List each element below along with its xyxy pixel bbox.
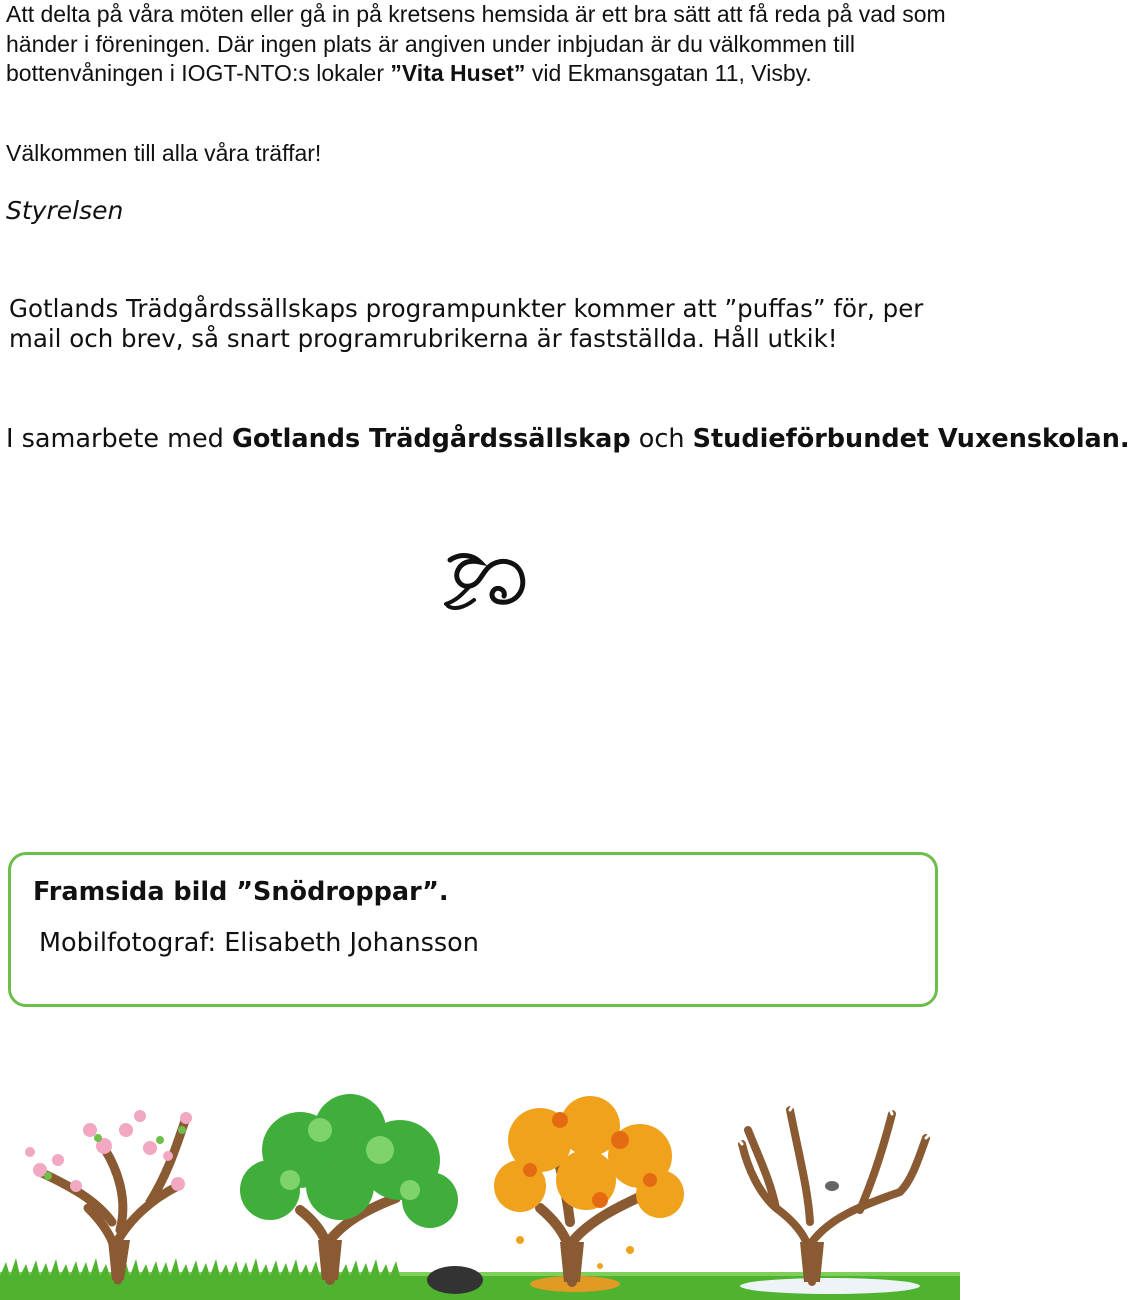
autumn-tree <box>494 1096 684 1282</box>
intro-text-start: Att delta på våra möten eller gå in på kretsens hemsida är ett bra sätt att få reda på vad som händer i föreningen. Där ingen plats är angiven under inbjudan är du välkommen till bottenvåningen i IOGT-NTO:s lokaler <box>6 1 946 86</box>
cooperation-middle: och <box>630 424 693 454</box>
welcome-line: Välkommen till alla våra träffar! <box>6 140 322 166</box>
photo-credit-box <box>8 852 938 1007</box>
cooperation-line <box>6 424 1130 454</box>
fleuron-ornament-icon <box>440 548 530 618</box>
cooperation-prefix: I samarbete med <box>6 424 232 454</box>
four-seasons-trees <box>0 1090 960 1300</box>
society-note: Gotlands Trädgårdssällskaps programpunkter kommer att ”puffas” för, per mail och brev, så snart programrubrikerna är fastställda. Håll utkik! <box>9 294 924 353</box>
winter-tree <box>736 1100 932 1282</box>
signature: Styrelsen <box>6 196 124 225</box>
venue-name: ”Vita Huset” <box>390 60 526 86</box>
summer-tree <box>240 1094 458 1280</box>
intro-paragraph <box>6 0 946 89</box>
spring-tree <box>25 1110 192 1280</box>
intro-text-end: vid Ekmansgatan 11, Visby. <box>525 60 812 86</box>
cooperation-org-1: Gotlands Trädgårdssällskap <box>231 424 631 454</box>
credit-title: Framsida bild ”Snödroppar”. <box>33 877 449 907</box>
cooperation-org-2: Studieförbundet Vuxenskolan. <box>692 424 1130 454</box>
credit-photographer: Mobilfotograf: Elisabeth Johansson <box>39 928 479 958</box>
